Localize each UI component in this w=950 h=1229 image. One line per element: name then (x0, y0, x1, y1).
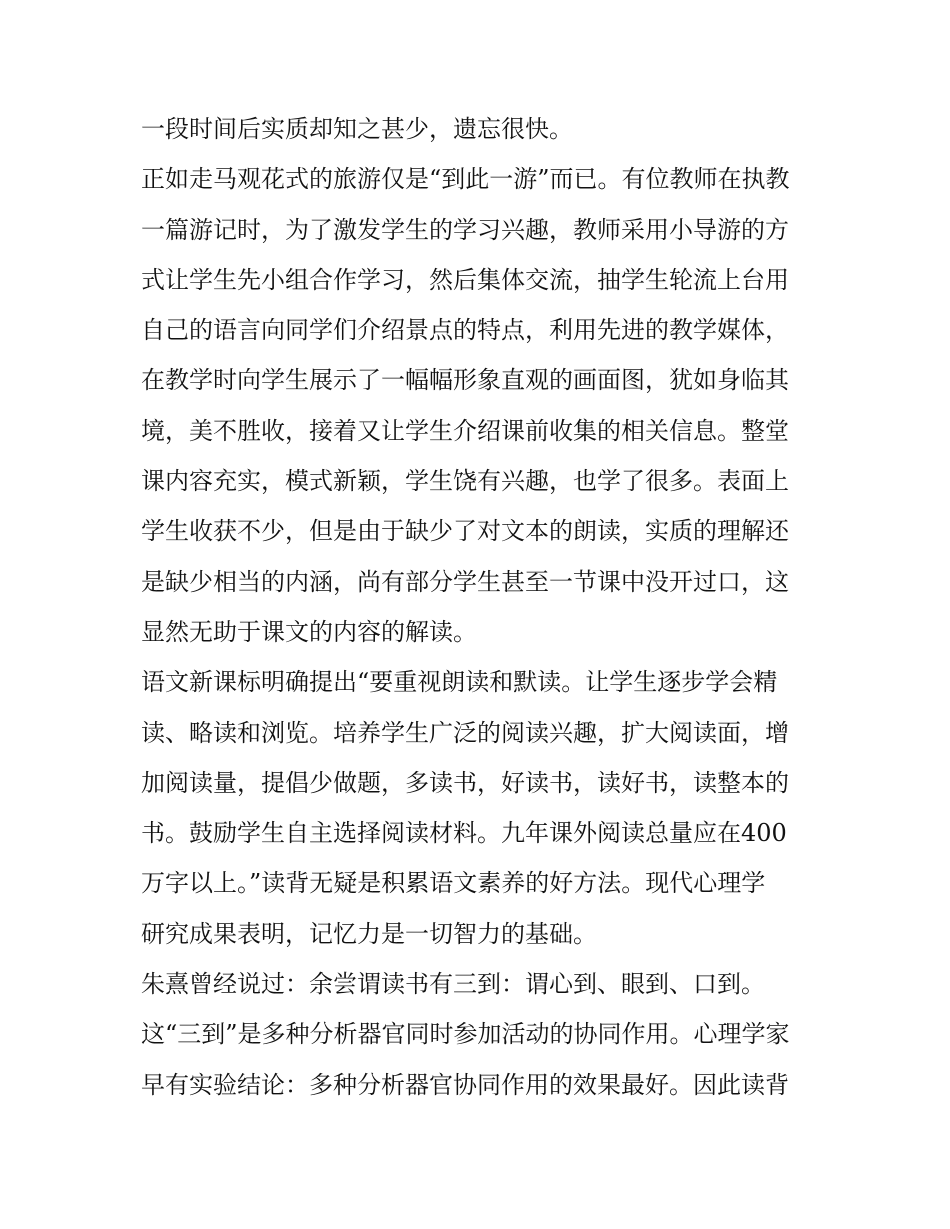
text-line: 自己的语言向同学们介绍景点的特点，利用先进的教学媒体， (141, 316, 789, 345)
text-line: 朱熹曾经说过：余尝谓读书有三到：谓心到、眼到、口到。 (141, 970, 765, 999)
text-line: 显然无助于课文的内容的解读。 (141, 617, 477, 646)
text-line: 课内容充实，模式新颖，学生饶有兴趣，也学了很多。表面上 (141, 467, 789, 496)
text-line: 加阅读量，提倡少做题，多读书，好读书，读好书，读整本的 (141, 768, 789, 797)
text-line: 这“三到”是多种分析器官同时参加活动的协同作用。心理学家 (141, 1020, 790, 1049)
text-line: 书。鼓励学生自主选择阅读材料。九年课外阅读总量应在400 (141, 819, 787, 848)
text-line: 学生收获不少，但是由于缺少了对文本的朗读，实质的理解还 (141, 517, 789, 546)
text-line: 在教学时向学生展示了一幅幅形象直观的画面图，犹如身临其 (141, 366, 789, 395)
text-line: 读、略读和浏览。培养学生广泛的阅读兴趣，扩大阅读面，增 (141, 718, 789, 747)
text-line: 研究成果表明，记忆力是一切智力的基础。 (141, 919, 597, 948)
text-line: 一篇游记时，为了激发学生的学习兴趣，教师采用小导游的方 (141, 215, 789, 244)
document-body (141, 104, 821, 1110)
text-line: 境，美不胜收，接着又让学生介绍课前收集的相关信息。整堂 (141, 416, 789, 445)
text-line: 是缺少相当的内涵，尚有部分学生甚至一节课中没开过口，这 (141, 567, 789, 596)
text-line: 语文新课标明确提出“要重视朗读和默读。让学生逐步学会精 (141, 668, 778, 697)
text-line: 正如走马观花式的旅游仅是“到此一游”而已。有位教师在执教 (141, 165, 790, 194)
text-line: 一段时间后实质却知之甚少，遗忘很快。 (141, 115, 573, 143)
text-line: 早有实验结论：多种分析器官协同作用的效果最好。因此读背 (141, 1070, 789, 1099)
text-line: 万字以上。”读背无疑是积累语文素养的好方法。现代心理学 (141, 869, 766, 898)
text-line: 式让学生先小组合作学习，然后集体交流，抽学生轮流上台用 (141, 265, 789, 294)
